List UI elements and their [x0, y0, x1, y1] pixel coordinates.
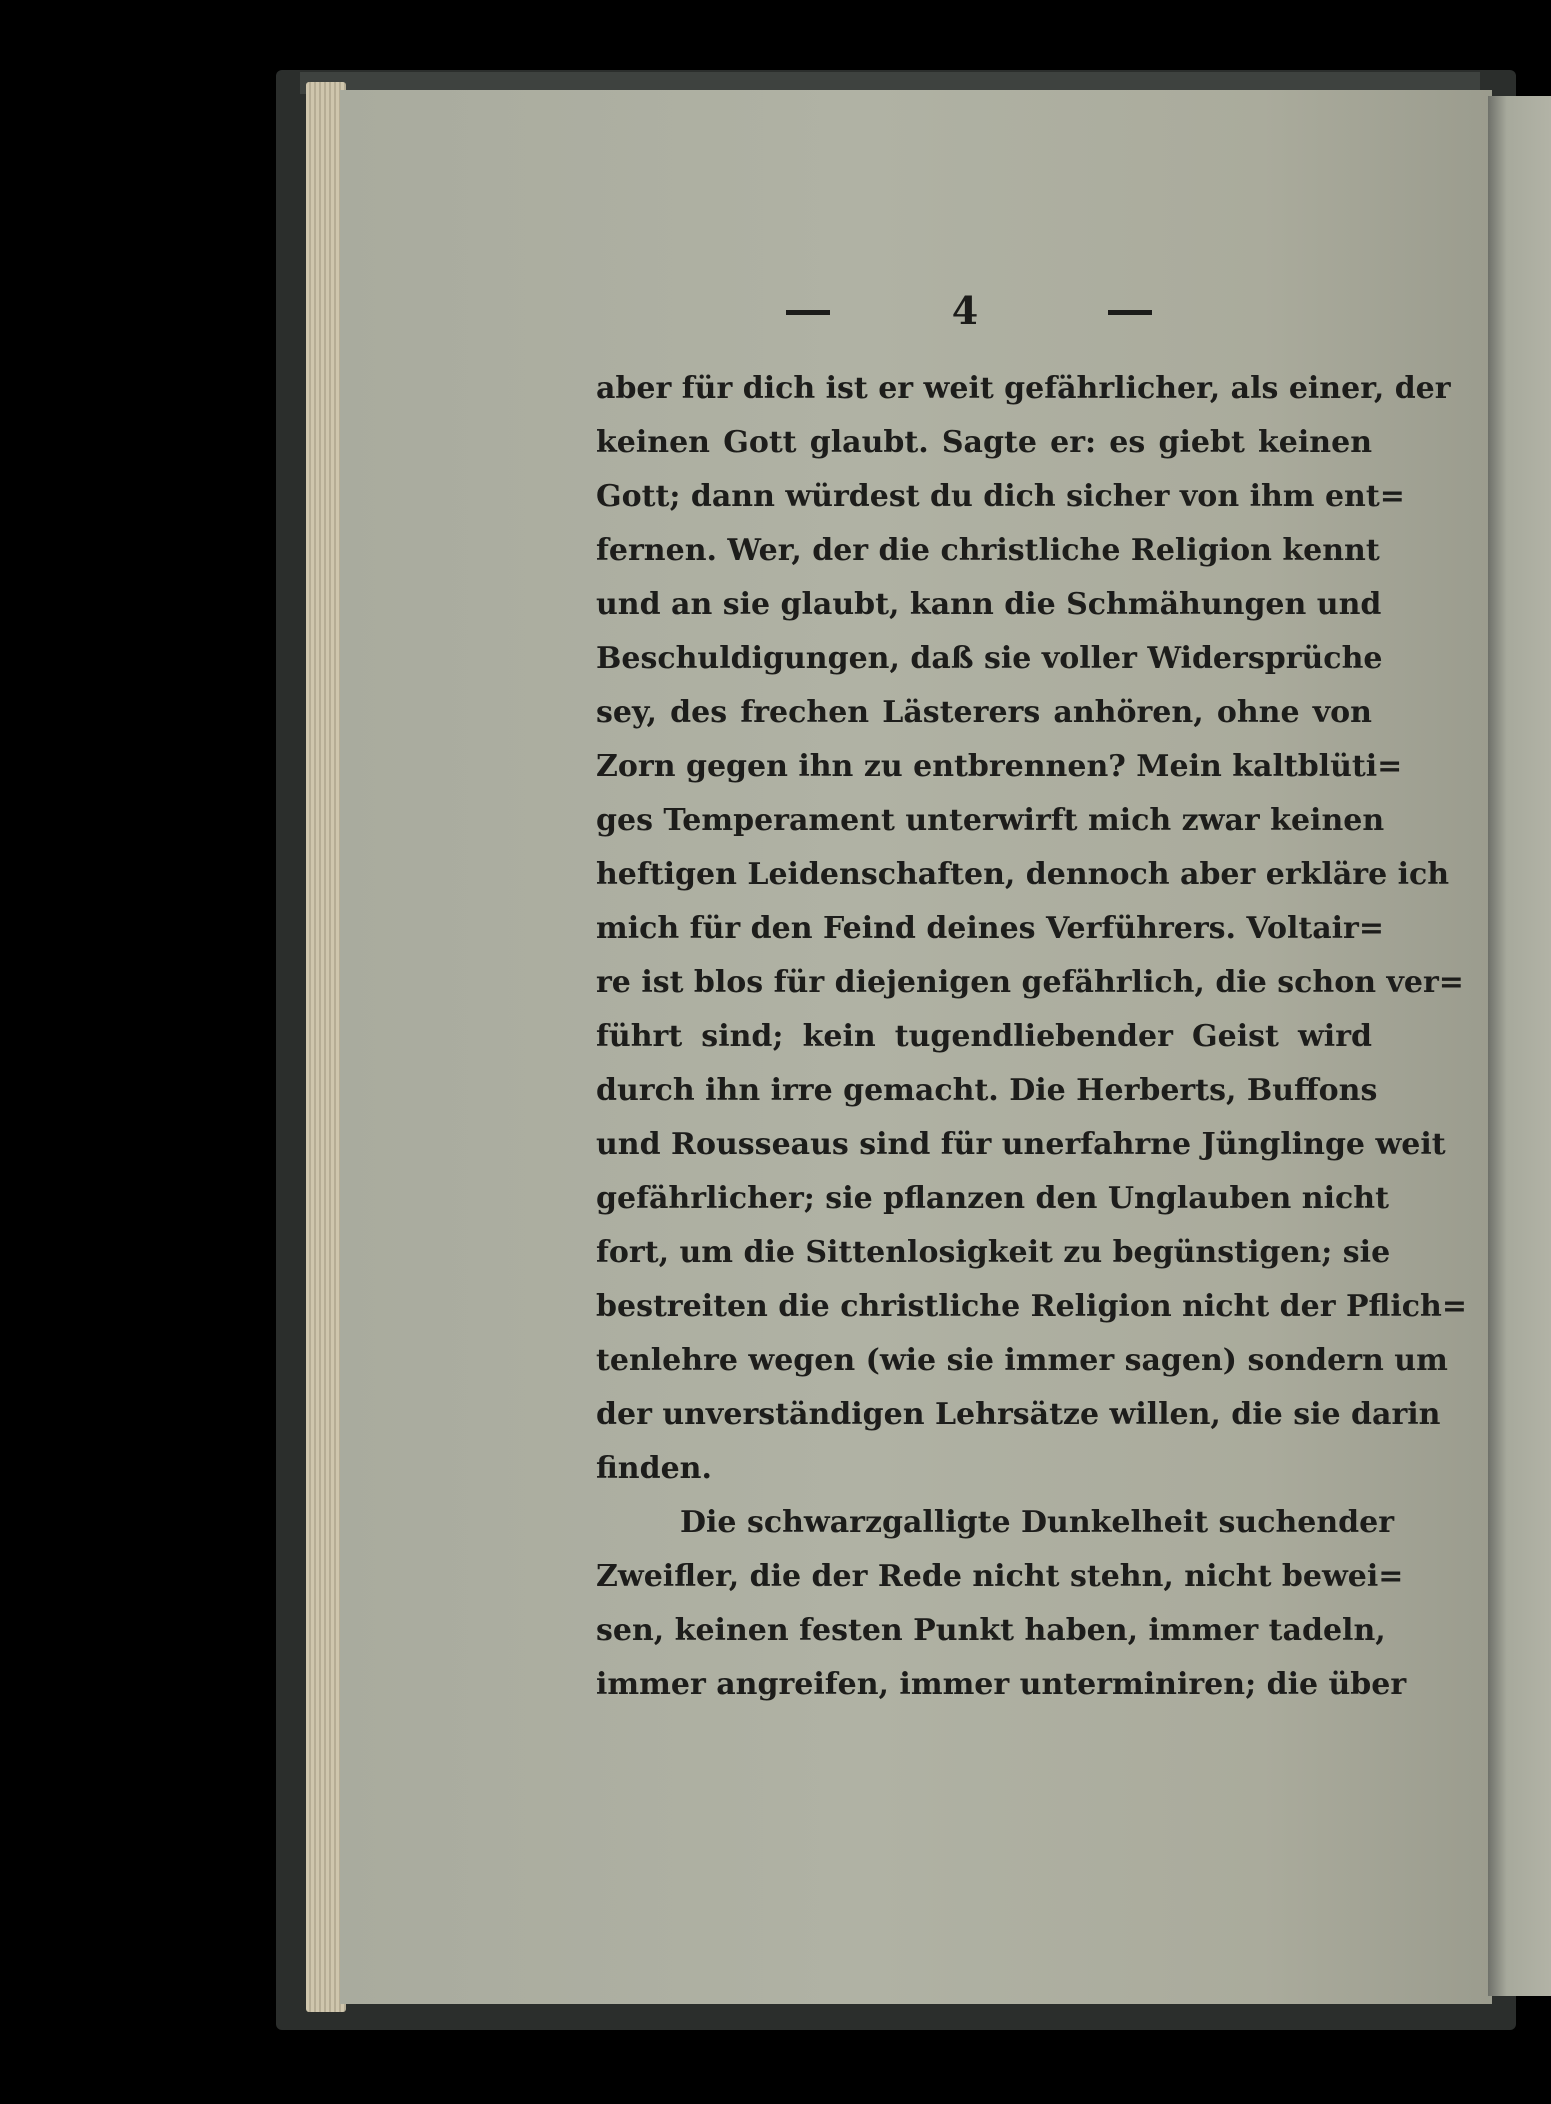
text-line: finden.: [596, 1451, 712, 1486]
body-text: [596, 362, 1467, 1712]
text-line: Die schwarzgalligte Dunkelheit suchender: [680, 1505, 1395, 1540]
header-dash-left: [786, 310, 830, 315]
page-number: 4: [951, 288, 979, 333]
text-line: ges Temperament unterwirft mich zwar keinen: [596, 803, 1385, 838]
text-line: fort, um die Sittenlosigkeit zu begünstigen; sie: [596, 1235, 1391, 1270]
text-line: sen, keinen festen Punkt haben, immer tadeln,: [596, 1613, 1386, 1648]
text-line: mich für den Feind deines Verführers. Voltair=: [596, 911, 1384, 946]
text-line: heftigen Leidenschaften, dennoch aber erkläre ich: [596, 857, 1450, 892]
header-dash-right: [1108, 310, 1152, 315]
text-line: und Rousseaus sind für unerfahrne Jünglinge weit: [596, 1127, 1446, 1162]
text-line: Zweifler, die der Rede nicht stehn, nicht bewei=: [596, 1559, 1404, 1594]
text-line: der unverständigen Lehrsätze willen, die sie darin: [596, 1397, 1441, 1432]
text-line: immer angreifen, immer unterminiren; die über: [596, 1667, 1407, 1702]
text-line: und an sie glaubt, kann die Schmähungen und: [596, 587, 1382, 622]
text-line: gefährlicher; sie pflanzen den Unglauben nicht: [596, 1181, 1389, 1216]
text-line: tenlehre wegen (wie sie immer sagen) sondern um: [596, 1343, 1448, 1378]
text-line: keinen Gott glaubt. Sagte er: es giebt keinen: [596, 425, 1372, 460]
text-line: führt sind; kein tugendliebender Geist wird: [596, 1019, 1372, 1054]
text-line: fernen. Wer, der die christliche Religion kennt: [596, 533, 1380, 568]
text-line: aber für dich ist er weit gefährlicher, als einer, der: [596, 371, 1451, 406]
text-line: Gott; dann würdest du dich sicher von ihm ent=: [596, 479, 1405, 514]
page-header: [0, 288, 1551, 338]
text-line: durch ihn irre gemacht. Die Herberts, Buffons: [596, 1073, 1378, 1108]
text-line: re ist blos für diejenigen gefährlich, die schon ver=: [596, 965, 1464, 1000]
text-line: sey, des frechen Lästerers anhören, ohne von: [596, 695, 1372, 730]
text-line: bestreiten die christliche Religion nicht der Pflich=: [596, 1289, 1467, 1324]
text-line: Beschuldigungen, daß sie voller Widersprüche: [596, 641, 1383, 676]
text-line: Zorn gegen ihn zu entbrennen? Mein kaltblüti=: [596, 749, 1403, 784]
facing-page-edge: [1488, 96, 1551, 1996]
